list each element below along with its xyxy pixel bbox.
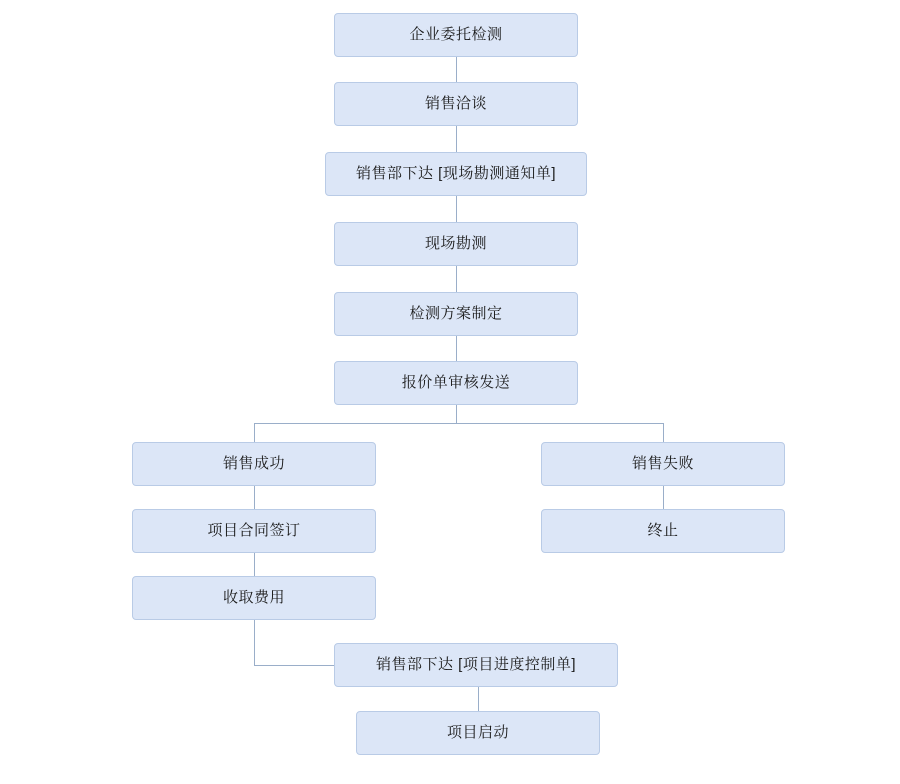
flow-node-n12[interactable]: 销售部下达 [项目进度控制单] [334, 643, 618, 687]
flow-node-n13[interactable]: 项目启动 [356, 711, 600, 755]
flow-node-n11[interactable]: 收取费用 [132, 576, 376, 620]
connector-n5-to-n6 [456, 336, 457, 361]
connector-n2-to-n3 [456, 126, 457, 152]
connector-n7-to-n9 [254, 486, 255, 509]
flow-node-n3[interactable]: 销售部下达 [现场勘测通知单] [325, 152, 587, 196]
flow-node-n2[interactable]: 销售洽谈 [334, 82, 578, 126]
flow-node-n8[interactable]: 销售失败 [541, 442, 785, 486]
connector-n9-to-n11 [254, 553, 255, 576]
connector-split-to-branches [254, 423, 255, 442]
connector-n8-to-n10 [663, 486, 664, 509]
connector-n1-to-n2 [456, 57, 457, 82]
flow-node-n9[interactable]: 项目合同签订 [132, 509, 376, 553]
connector-n6-to-split [456, 405, 457, 423]
flow-node-n1[interactable]: 企业委托检测 [334, 13, 578, 57]
flow-node-n10[interactable]: 终止 [541, 509, 785, 553]
connector-n11-to-n12 [254, 665, 334, 666]
connector-n11-to-n12 [254, 620, 255, 665]
connector-n4-to-n5 [456, 266, 457, 292]
connector-n3-to-n4 [456, 196, 457, 222]
connector-split-to-branches [254, 423, 664, 424]
connector-split-to-branches [663, 423, 664, 442]
flow-node-n5[interactable]: 检测方案制定 [334, 292, 578, 336]
flow-node-n6[interactable]: 报价单审核发送 [334, 361, 578, 405]
flow-node-n4[interactable]: 现场勘测 [334, 222, 578, 266]
connector-n12-to-n13 [478, 687, 479, 711]
flow-node-n7[interactable]: 销售成功 [132, 442, 376, 486]
